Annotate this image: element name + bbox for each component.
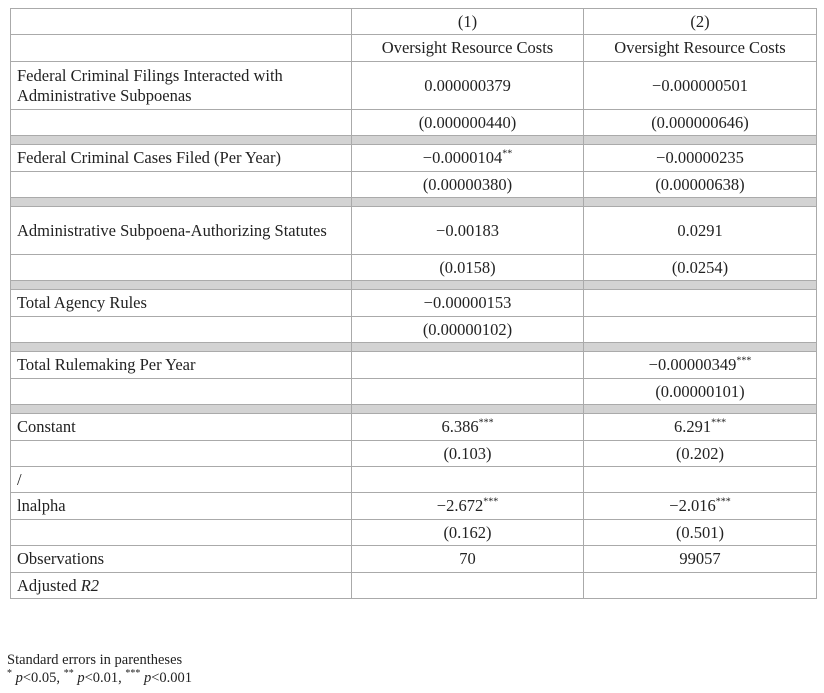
header-empty-cell (11, 9, 352, 35)
se-cell: (0.000000646) (584, 110, 817, 136)
table-note-significance: * p<0.05, ** p<0.01, *** p<0.001 (7, 668, 193, 686)
separator-row (11, 136, 817, 145)
row-label: Total Rulemaking Per Year (11, 352, 352, 379)
separator-row (11, 405, 817, 414)
coef-cell: 0.000000379 (352, 62, 584, 110)
observations-cell: 70 (352, 546, 584, 573)
se-cell: (0.0158) (352, 255, 584, 281)
row-label: Constant (11, 414, 352, 441)
table-row (11, 467, 817, 493)
header-row-numbers (11, 9, 817, 35)
row-label: Federal Criminal Cases Filed (Per Year) (11, 145, 352, 172)
se-cell: (0.00000638) (584, 172, 817, 198)
regression-table (10, 8, 817, 599)
row-label: Total Agency Rules (11, 290, 352, 317)
se-label-cell (11, 255, 352, 281)
se-label-cell (11, 172, 352, 198)
row-label: Federal Criminal Filings Interacted with Administrative Subpoenas (11, 62, 352, 110)
coef-cell: −2.672*** (352, 493, 584, 520)
table-row (11, 573, 817, 599)
empty-cell (584, 467, 817, 493)
header-empty-cell (11, 35, 352, 62)
row-label: Administrative Subpoena-Authorizing Statutes (11, 207, 352, 255)
header-row-dependent (11, 35, 817, 62)
column-number-2: (2) (584, 9, 817, 35)
column-number-1: (1) (352, 9, 584, 35)
coef-cell (352, 352, 584, 379)
se-label-cell (11, 441, 352, 467)
table-row (11, 414, 817, 441)
se-cell: (0.0254) (584, 255, 817, 281)
empty-cell (352, 573, 584, 599)
table-row (11, 110, 817, 136)
coef-cell: −0.00000235 (584, 145, 817, 172)
separator-row (11, 281, 817, 290)
coef-cell: −0.00000349*** (584, 352, 817, 379)
coef-cell: −2.016*** (584, 493, 817, 520)
column-dependent-1: Oversight Resource Costs (352, 35, 584, 62)
coef-cell (584, 290, 817, 317)
se-cell: (0.00000380) (352, 172, 584, 198)
se-label-cell (11, 520, 352, 546)
table-row (11, 317, 817, 343)
se-cell: (0.501) (584, 520, 817, 546)
coef-cell: −0.00183 (352, 207, 584, 255)
table-row (11, 441, 817, 467)
column-dependent-2: Oversight Resource Costs (584, 35, 817, 62)
table-row (11, 546, 817, 573)
table-row (11, 255, 817, 281)
empty-cell (352, 467, 584, 493)
separator-row (11, 198, 817, 207)
table-row (11, 352, 817, 379)
se-cell: (0.00000101) (584, 379, 817, 405)
table-row (11, 379, 817, 405)
coef-cell: 6.386*** (352, 414, 584, 441)
separator-row (11, 343, 817, 352)
empty-cell (584, 573, 817, 599)
row-label: Adjusted R2 (11, 573, 352, 599)
row-label: lnalpha (11, 493, 352, 520)
se-cell: (0.00000102) (352, 317, 584, 343)
row-label: Observations (11, 546, 352, 573)
table-row (11, 145, 817, 172)
se-label-cell (11, 317, 352, 343)
se-cell: (0.202) (584, 441, 817, 467)
table-row (11, 62, 817, 110)
coef-cell: −0.0000104** (352, 145, 584, 172)
table-row (11, 520, 817, 546)
table-row (11, 290, 817, 317)
table-row (11, 493, 817, 520)
coef-cell: 0.0291 (584, 207, 817, 255)
se-label-cell (11, 110, 352, 136)
coef-cell: 6.291*** (584, 414, 817, 441)
se-cell: (0.162) (352, 520, 584, 546)
se-cell: (0.000000440) (352, 110, 584, 136)
table-row (11, 207, 817, 255)
se-cell (584, 317, 817, 343)
observations-cell: 99057 (584, 546, 817, 573)
coef-cell: −0.000000501 (584, 62, 817, 110)
coef-cell: −0.00000153 (352, 290, 584, 317)
table-note-se: Standard errors in parentheses (7, 652, 183, 668)
table-row (11, 172, 817, 198)
se-cell (352, 379, 584, 405)
row-label: / (11, 467, 352, 493)
se-label-cell (11, 379, 352, 405)
se-cell: (0.103) (352, 441, 584, 467)
